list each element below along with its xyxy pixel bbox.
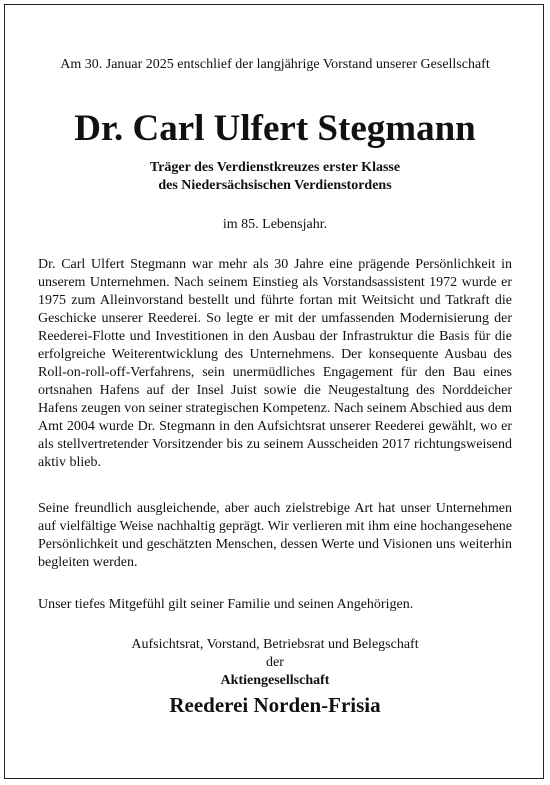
condolence-paragraph: Unser tiefes Mitgefühl gilt seiner Familie und seinen Angehörigen. — [38, 597, 414, 612]
honor-line: des Niedersächsischen Verdienstordens — [158, 178, 392, 193]
biography-paragraph: Dr. Carl Ulfert Stegmann war mehr als 30 Jahre eine prägende Persönlichkeit in unserem Unternehmen. Nach seinem Einstieg als Vorstandsassistent 1972 wurde er 1975 zum Alleinvorstand bestellt und führte fortan mit Weitsicht und Tatkraft die Geschicke unserer Reederei. So legte er mit der umfassenden Modernisierung der Reederei-Flotte und Investitionen in den Ausbau der Infrastruktur die Basis für die erfolgreiche Weiterentwicklung des Unternehmens. Der konsequente Ausbau des Roll-on-roll-off-Verfahrens, sein unermüdliches Engagement für den Bau eines ortsnahen Hafens auf der Insel Juist sowie die Neugestaltung des Norddeicher Hafens zeugen von seiner strategischen Kompetenz. Nach seinem Abschied aus dem Amt 2004 wurde Dr. Stegmann in den Aufsichtsrat unserer Reederei gewählt, wo er als stellvertretender Vorsitzender bis zu seinem Ausscheiden 2017 richtungsweisend aktiv blieb. — [38, 257, 512, 470]
signature-line: Aufsichtsrat, Vorstand, Betriebsrat und Belegschaft — [131, 637, 419, 652]
deceased-name: Dr. Carl Ulfert Stegmann — [74, 108, 476, 149]
signature-line: der — [266, 655, 284, 670]
age-line: im 85. Lebensjahr. — [222, 217, 328, 232]
honors-block — [38, 159, 512, 195]
company-name: Reederei Norden-Frisia — [169, 693, 381, 717]
obituary-notice — [38, 56, 512, 718]
honor-line: Träger des Verdienstkreuzes erster Klasse — [149, 160, 401, 175]
signature-line: Aktiengesellschaft — [220, 673, 330, 688]
intro-line: Am 30. Januar 2025 entschlief der langjährige Vorstand unserer Gesellschaft — [60, 57, 490, 72]
signature-block — [38, 636, 512, 718]
tribute-paragraph: Seine freundlich ausgleichende, aber auch zielstrebige Art hat unser Unternehmen auf vielfältige Weise nachhaltig geprägt. Wir verlieren mit ihm eine hochangesehene Persönlichkeit und geschätzten Menschen, dessen Werte und Visionen uns weiterhin begleiten werden. — [38, 501, 512, 570]
